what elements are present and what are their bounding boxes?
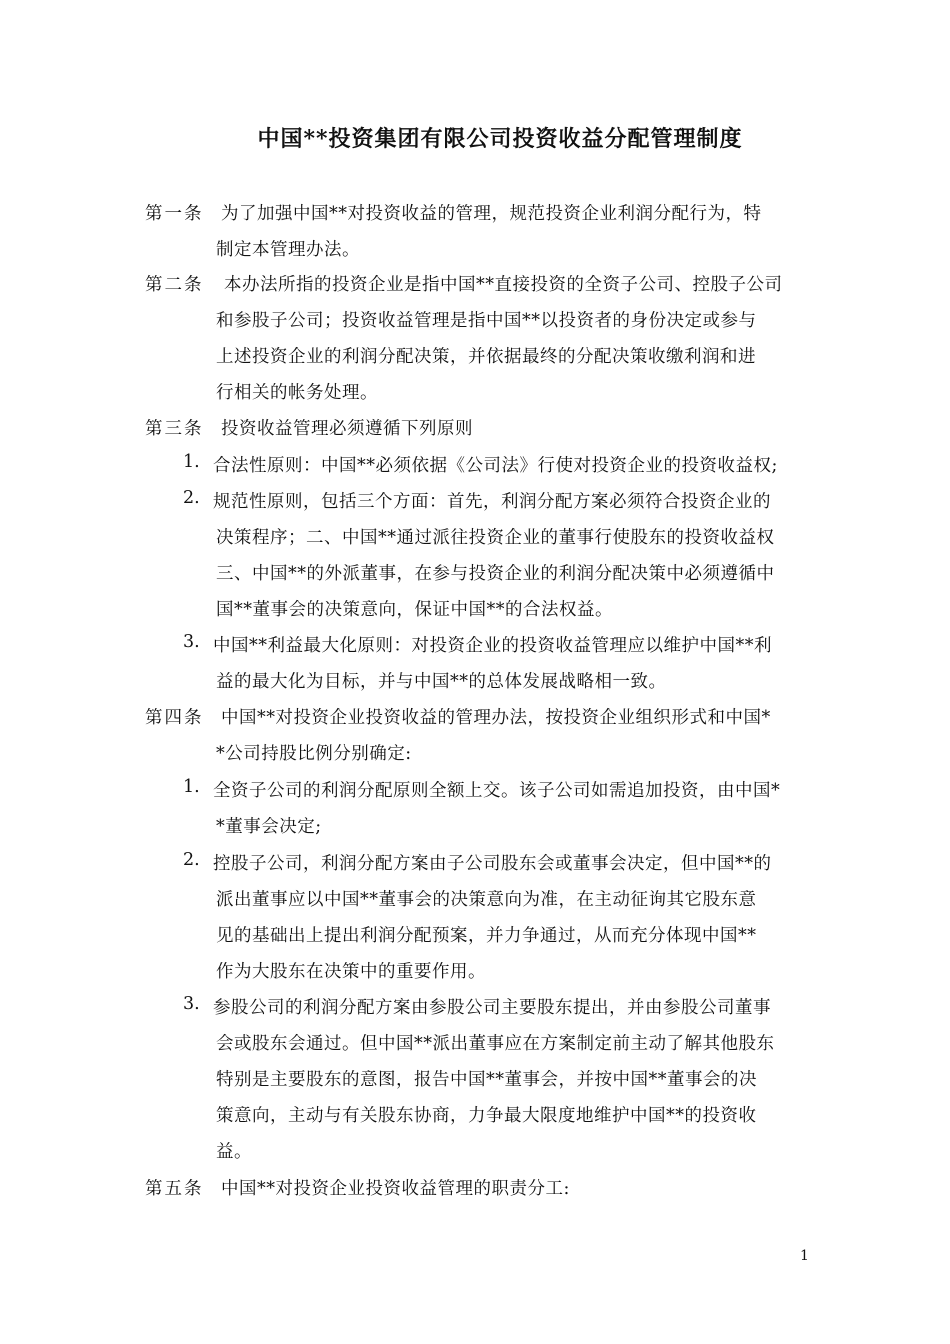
list-item-number: 2. — [183, 850, 200, 870]
document-title: 中国**投资集团有限公司投资收益分配管理制度 — [257, 126, 743, 152]
list-item-line: 派出董事应以中国**董事会的决策意向为准，在主动征询其它股东意 — [216, 890, 757, 910]
list-item-line: 益的最大化为目标，并与中国**的总体发展战略相一致。 — [216, 672, 667, 692]
list-item-line: 益。 — [216, 1142, 252, 1162]
article-5-line: 中国**对投资企业投资收益管理的职责分工: — [221, 1179, 570, 1199]
list-item-line: 中国**利益最大化原则：对投资企业的投资收益管理应以维护中国**利 — [213, 636, 772, 656]
page-number: 1 — [800, 1248, 809, 1264]
article-5-label: 第五条 — [145, 1179, 204, 1199]
list-item-number: 3. — [183, 632, 200, 652]
list-item-line: 作为大股东在决策中的重要作用。 — [216, 962, 486, 982]
list-item-number: 2. — [183, 488, 200, 508]
article-1-line: 为了加强中国**对投资收益的管理，规范投资企业利润分配行为，特 — [221, 204, 762, 224]
article-2-label: 第二条 — [145, 275, 204, 295]
list-item-line: 三、中国**的外派董事，在参与投资企业的利润分配决策中必须遵循中 — [216, 564, 775, 584]
article-4-label: 第四条 — [145, 708, 204, 728]
article-2-line: 本办法所指的投资企业是指中国**直接投资的全资子公司、控股子公司 — [224, 275, 783, 295]
list-item-number: 1. — [183, 452, 200, 472]
list-item-number: 3. — [183, 994, 200, 1014]
list-item-line: 全资子公司的利润分配原则全额上交。该子公司如需追加投资，由中国* — [213, 781, 781, 801]
list-item-number: 1. — [183, 777, 200, 797]
article-1-label: 第一条 — [145, 204, 204, 224]
list-item-line: 参股公司的利润分配方案由参股公司主要股东提出，并由参股公司董事 — [213, 998, 771, 1018]
article-4-line: *公司持股比例分别确定: — [216, 744, 412, 764]
list-item-line: 见的基础出上提出利润分配预案，并力争通过，从而充分体现中国** — [216, 926, 757, 946]
article-3-label: 第三条 — [145, 419, 204, 439]
list-item-line: *董事会决定; — [216, 817, 322, 837]
list-item-line: 控股子公司，利润分配方案由子公司股东会或董事会决定，但中国**的 — [213, 854, 772, 874]
article-4-line: 中国**对投资企业投资收益的管理办法，按投资企业组织形式和中国* — [221, 708, 771, 728]
list-item-line: 策意向，主动与有关股东协商，力争最大限度地维护中国**的投资收 — [216, 1106, 757, 1126]
article-1-line: 制定本管理办法。 — [216, 240, 360, 260]
article-2-line: 和参股子公司；投资收益管理是指中国**以投资者的身份决定或参与 — [216, 311, 757, 331]
list-item-line: 会或股东会通过。但中国**派出董事应在方案制定前主动了解其他股东 — [216, 1034, 775, 1054]
list-item-line: 特别是主要股东的意图，报告中国**董事会，并按中国**董事会的决 — [216, 1070, 757, 1090]
list-item-line: 规范性原则，包括三个方面：首先，利润分配方案必须符合投资企业的 — [213, 492, 771, 512]
list-item-line: 决策程序；二、中国**通过派往投资企业的董事行使股东的投资收益权 — [216, 528, 775, 548]
article-3-line: 投资收益管理必须遵循下列原则 — [221, 419, 473, 439]
list-item-line: 国**董事会的决策意向，保证中国**的合法权益。 — [216, 600, 613, 620]
article-2-line: 上述投资企业的利润分配决策，并依据最终的分配决策收缴利润和进 — [216, 347, 756, 367]
article-2-line: 行相关的帐务处理。 — [216, 383, 378, 403]
list-item-line: 合法性原则：中国**必须依据《公司法》行使对投资企业的投资收益权; — [213, 456, 778, 476]
